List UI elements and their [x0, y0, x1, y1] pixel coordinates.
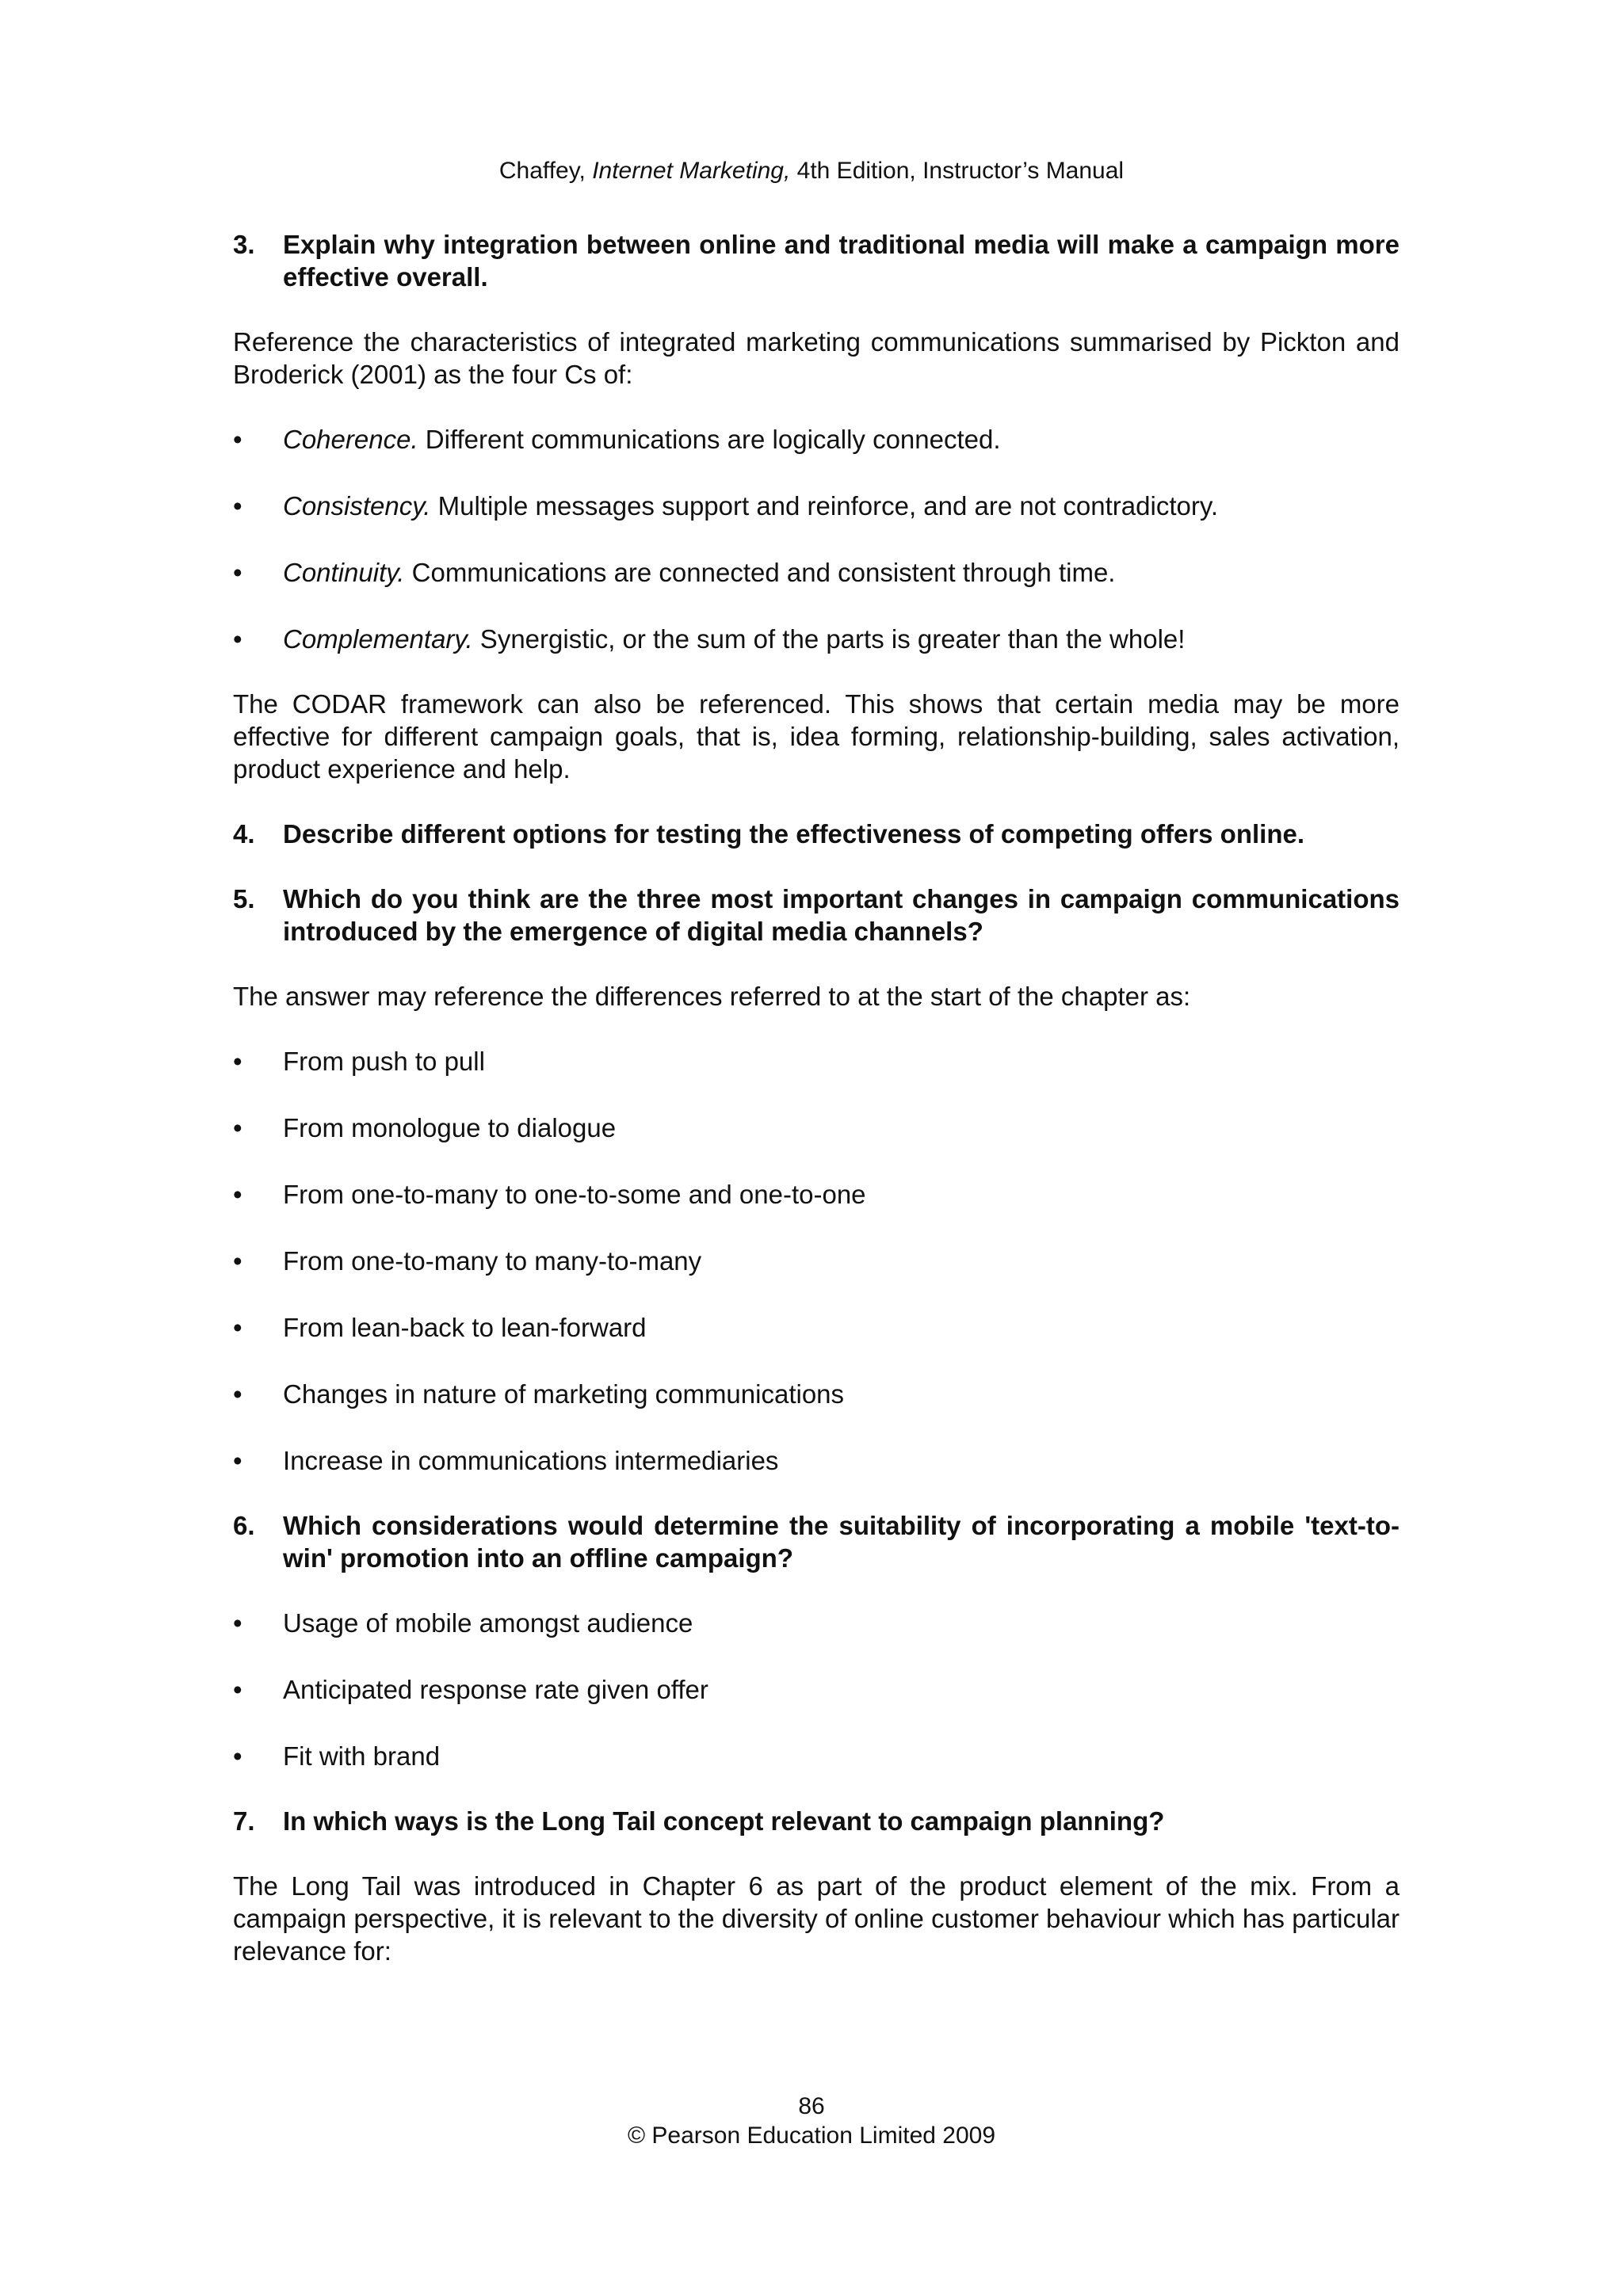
list-item-text: Usage of mobile amongst audience — [283, 1608, 693, 1638]
list-item — [233, 490, 1400, 522]
question-7 — [233, 1805, 1400, 1837]
page-body — [233, 228, 1400, 2000]
list-item — [233, 1740, 1400, 1772]
list-item-text: From one-to-many to one-to-some and one-to-one — [283, 1180, 866, 1209]
question-text: In which ways is the Long Tail concept relevant to campaign planning? — [283, 1806, 1165, 1836]
header-author: Chaffey, — [498, 158, 593, 184]
question-number: 6. — [233, 1511, 255, 1540]
header-book-title: Internet Marketing, — [592, 158, 791, 184]
term: Complementary. — [283, 624, 473, 654]
question-6 — [233, 1509, 1400, 1574]
list-item — [233, 1178, 1400, 1211]
list-item — [233, 556, 1400, 589]
bullet-icon: • — [233, 558, 242, 587]
bullet-icon: • — [233, 425, 242, 454]
list-item — [233, 1607, 1400, 1639]
question-text: Explain why integration between online and traditional media will make a campaign more effective overall. — [283, 230, 1400, 292]
question-text: Which do you think are the three most important changes in campaign communications introduced by the emergence of digital media channels? — [283, 884, 1400, 946]
bullet-icon: • — [233, 624, 242, 654]
question-text: Which considerations would determine the suitability of incorporating a mobile 'text-to-win' promotion into an offline campaign? — [283, 1511, 1400, 1573]
list-item — [233, 1444, 1400, 1477]
copyright-notice: © Pearson Education Limited 2009 — [627, 2122, 996, 2149]
list-item — [233, 1378, 1400, 1410]
term: Coherence. — [283, 425, 418, 454]
list-item — [233, 623, 1400, 655]
running-header — [0, 155, 1623, 187]
bullet-icon: • — [233, 1608, 242, 1638]
list-item-text: Anticipated response rate given offer — [283, 1675, 708, 1704]
list-item-text: Fit with brand — [283, 1741, 441, 1771]
paragraph-four-cs-intro: Reference the characteristics of integrated marketing communications summarised by Pickton and Broderick (2001) as the four Cs of: — [233, 327, 1400, 389]
list-item — [233, 1311, 1400, 1344]
bullet-icon: • — [233, 1313, 242, 1342]
list-item — [233, 1245, 1400, 1277]
definition: Synergistic, or the sum of the parts is greater than the whole! — [472, 624, 1186, 654]
considerations-list — [233, 1607, 1400, 1772]
four-cs-list — [233, 423, 1400, 655]
definition: Communications are connected and consistent through time. — [404, 558, 1116, 587]
page-number: 86 — [798, 2093, 825, 2119]
list-item — [233, 1112, 1400, 1144]
list-item — [233, 1673, 1400, 1706]
list-item-text: Increase in communications intermediaries — [283, 1446, 779, 1475]
bullet-icon: • — [233, 1675, 242, 1704]
term: Consistency. — [283, 491, 431, 521]
paragraph-differences-intro: The answer may reference the differences referred to at the start of the chapter as: — [233, 982, 1191, 1011]
definition: Multiple messages support and reinforce, and are not contradictory. — [430, 491, 1219, 521]
changes-list — [233, 1045, 1400, 1477]
bullet-icon: • — [233, 1246, 242, 1276]
page-footer — [0, 2092, 1623, 2150]
list-item-text: From monologue to dialogue — [283, 1113, 617, 1142]
bullet-icon: • — [233, 491, 242, 521]
bullet-icon: • — [233, 1446, 242, 1475]
question-number: 5. — [233, 884, 255, 913]
list-item-text: From lean-back to lean-forward — [283, 1313, 647, 1342]
list-item-text: From push to pull — [283, 1047, 485, 1076]
bullet-icon: • — [233, 1379, 242, 1409]
question-5 — [233, 883, 1400, 948]
question-text: Describe different options for testing the effectiveness of competing offers online. — [283, 819, 1305, 849]
list-item-text: From one-to-many to many-to-many — [283, 1246, 702, 1276]
question-number: 3. — [233, 230, 255, 259]
list-item — [233, 423, 1400, 456]
paragraph-long-tail: The Long Tail was introduced in Chapter 6 as part of the product element of the mix. From a campaign perspective, it is relevant to the diversity of online customer behaviour which has particular relevance for: — [233, 1871, 1400, 1966]
bullet-icon: • — [233, 1180, 242, 1209]
question-number: 4. — [233, 819, 255, 849]
definition: Different communications are logically connected. — [418, 425, 1001, 454]
question-number: 7. — [233, 1806, 255, 1836]
list-item — [233, 1045, 1400, 1077]
header-edition: 4th Edition, Instructor’s Manual — [790, 158, 1125, 184]
paragraph-codar: The CODAR framework can also be referenced. This shows that certain media may be more effective for different campaign goals, that is, idea forming, relationship-building, sales activation, product experience and help. — [233, 689, 1400, 784]
term: Continuity. — [283, 558, 405, 587]
bullet-icon: • — [233, 1113, 242, 1142]
bullet-icon: • — [233, 1047, 242, 1076]
question-4 — [233, 818, 1400, 850]
bullet-icon: • — [233, 1741, 242, 1771]
list-item-text: Changes in nature of marketing communications — [283, 1379, 845, 1409]
question-3 — [233, 228, 1400, 293]
